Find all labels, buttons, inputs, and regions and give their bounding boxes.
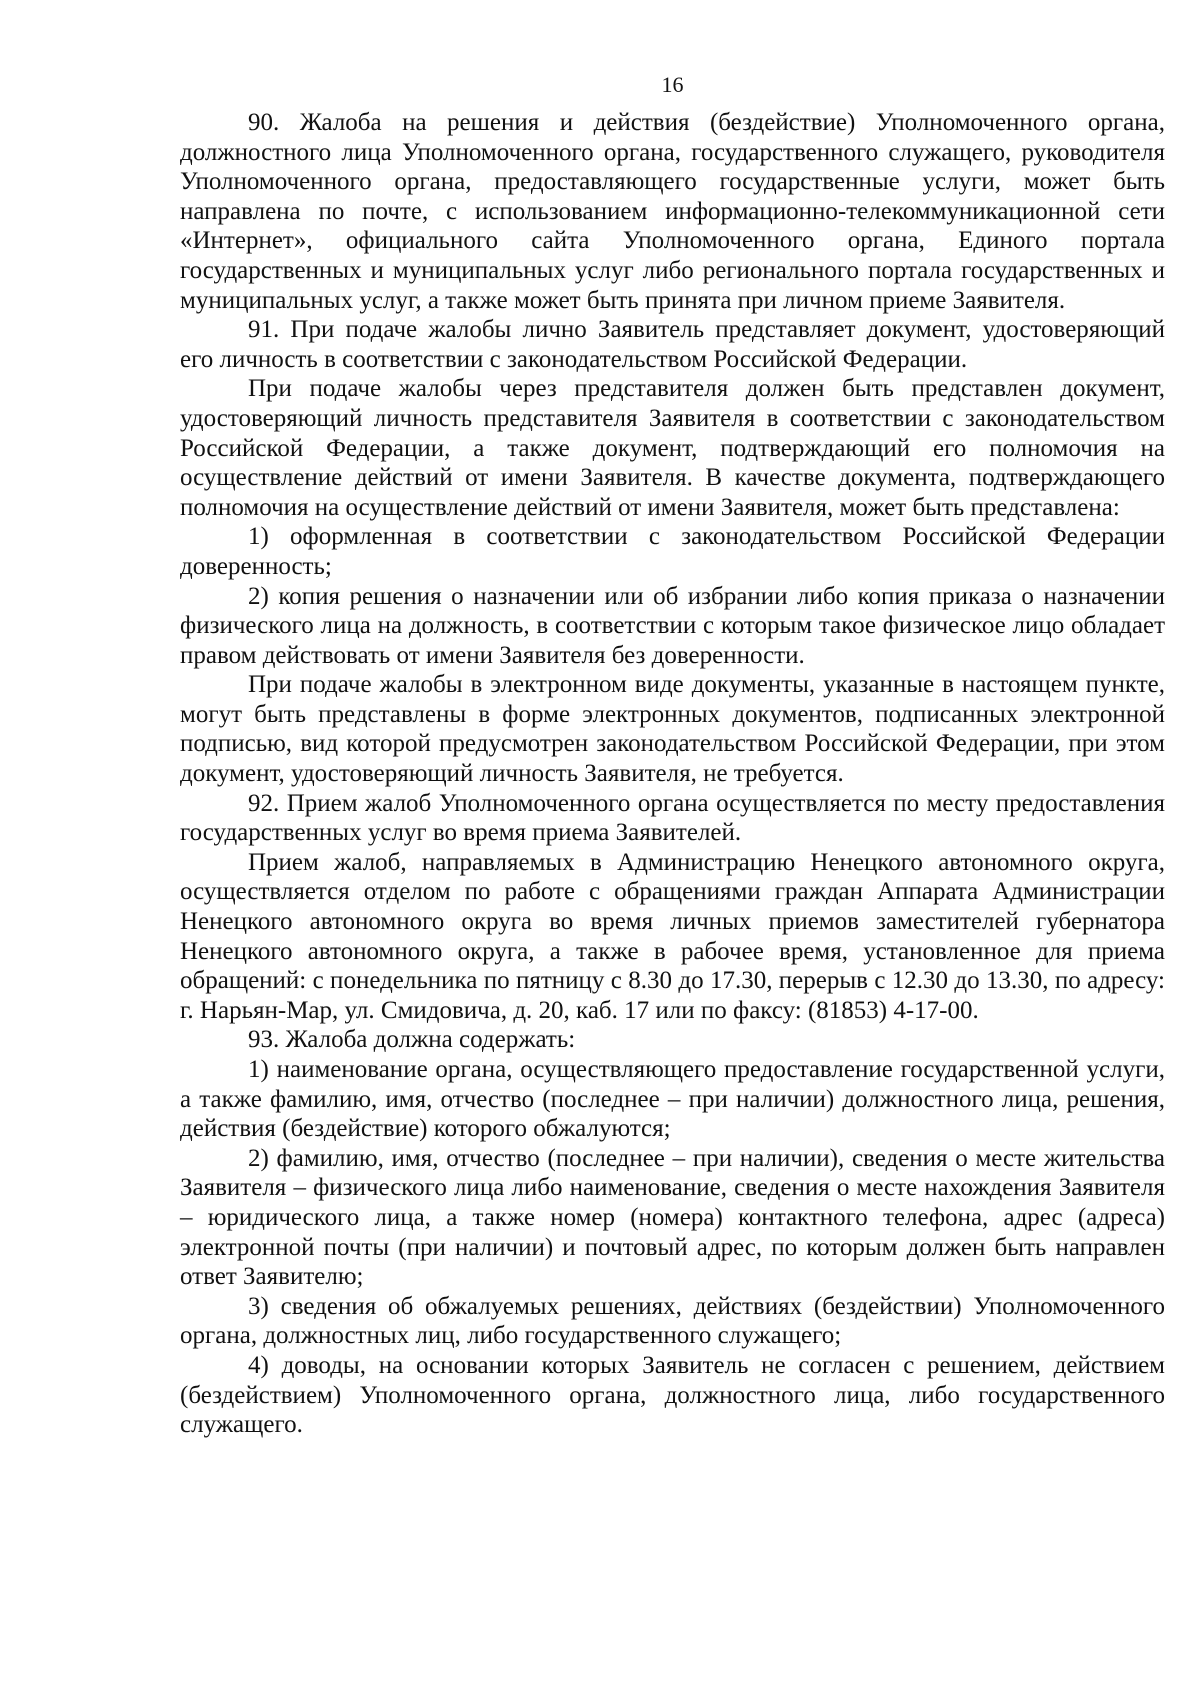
paragraph-93: 93. Жалоба должна содержать: — [248, 1026, 576, 1054]
paragraph-representative: При подаче жалобы через представителя должен быть представлен документ, удостоверяющий личность представителя Заявителя в соответствии с законодательством Российской Федерации, а также документ, подтверждающий его полномочия на осуществление действий от имени Заявителя. В качестве документа, подтверждающего полномочия на осуществление действий от имени Заявителя, может быть представлена: — [180, 375, 1165, 521]
list-item-appealed-decisions: 3) сведения об обжалуемых решениях, действиях (бездействии) Уполномоченного органа, должностных лиц, либо государственного служащего; — [180, 1292, 1165, 1350]
paragraph-electronic-submission: При подаче жалобы в электронном виде документы, указанные в настоящем пункте, могут быть представлены в форме электронных документов, подписанных электронной подписью, вид которой предусмотрен законодательством Российской Федерации, при этом документ, удостоверяющий личность Заявителя, не требуется. — [180, 671, 1165, 788]
document-body — [180, 108, 1165, 1440]
paragraph-90: 90. Жалоба на решения и действия (бездействие) Уполномоченного органа, должностного лица Уполномоченного органа, государственного служащего, руководителя Уполномоченного органа, предоставляющего государственные услуги, может быть направлена по почте, с использованием информационно-телекоммуникационной сети «Интернет», официального сайта Уполномоченного органа, Единого портала государственных и муниципальных услуг либо регионального портала государственных и муниципальных услуг, а также может быть принята при личном приеме Заявителя. — [180, 109, 1165, 314]
list-item-arguments: 4) доводы, на основании которых Заявитель не согласен с решением, действием (бездействием) Уполномоченного органа, должностного лица, либо государственного служащего. — [180, 1351, 1165, 1439]
list-item-appointment-copy: 2) копия решения о назначении или об избрании либо копия приказа о назначении физического лица на должность, в соответствии с которым такое физическое лицо обладает правом действовать от имени Заявителя без доверенности. — [180, 582, 1165, 669]
paragraph-92: 92. Прием жалоб Уполномоченного органа осуществляется по месту предоставления государственных услуг во время приема Заявителей. — [180, 789, 1165, 847]
list-item-applicant-info: 2) фамилию, имя, отчество (последнее – при наличии), сведения о месте жительства Заявителя – физического лица либо наименование, сведения о месте нахождения Заявителя – юридического лица, а также номер (номера) контактного телефона, адрес (адреса) электронной почты (при наличии) и почтовый адрес, по которым должен быть направлен ответ Заявителю; — [180, 1144, 1165, 1291]
paragraph-91: 91. При подаче жалобы лично Заявитель представляет документ, удостоверяющий его личность в соответствии с законодательством Российской Федерации. — [180, 316, 1165, 373]
list-item-organ-name: 1) наименование органа, осуществляющего предоставление государственной услуги, а также фамилию, имя, отчество (последнее – при наличии) должностного лица, решения, действия (бездействие) которого обжалуются; — [180, 1056, 1165, 1143]
list-item-power-of-attorney: 1) оформленная в соответствии с законодательством Российской Федерации доверенность; — [180, 523, 1165, 580]
page-number: 16 — [661, 72, 684, 97]
paragraph-reception-address: Прием жалоб, направляемых в Администрацию Ненецкого автономного округа, осуществляется отделом по работе с обращениями граждан Аппарата Администрации Ненецкого автономного округа во время личных приемов заместителей губернатора Ненецкого автономного округа, а также в рабочее время, установленное для приема обращений: с понедельника по пятницу с 8.30 до 17.30, перерыв с 12.30 до 13.30, по адресу: г. Нарьян-Мар, ул. Смидовича, д. 20, каб. 17 или по факсу: (81853) 4-17-00. — [180, 848, 1165, 1024]
